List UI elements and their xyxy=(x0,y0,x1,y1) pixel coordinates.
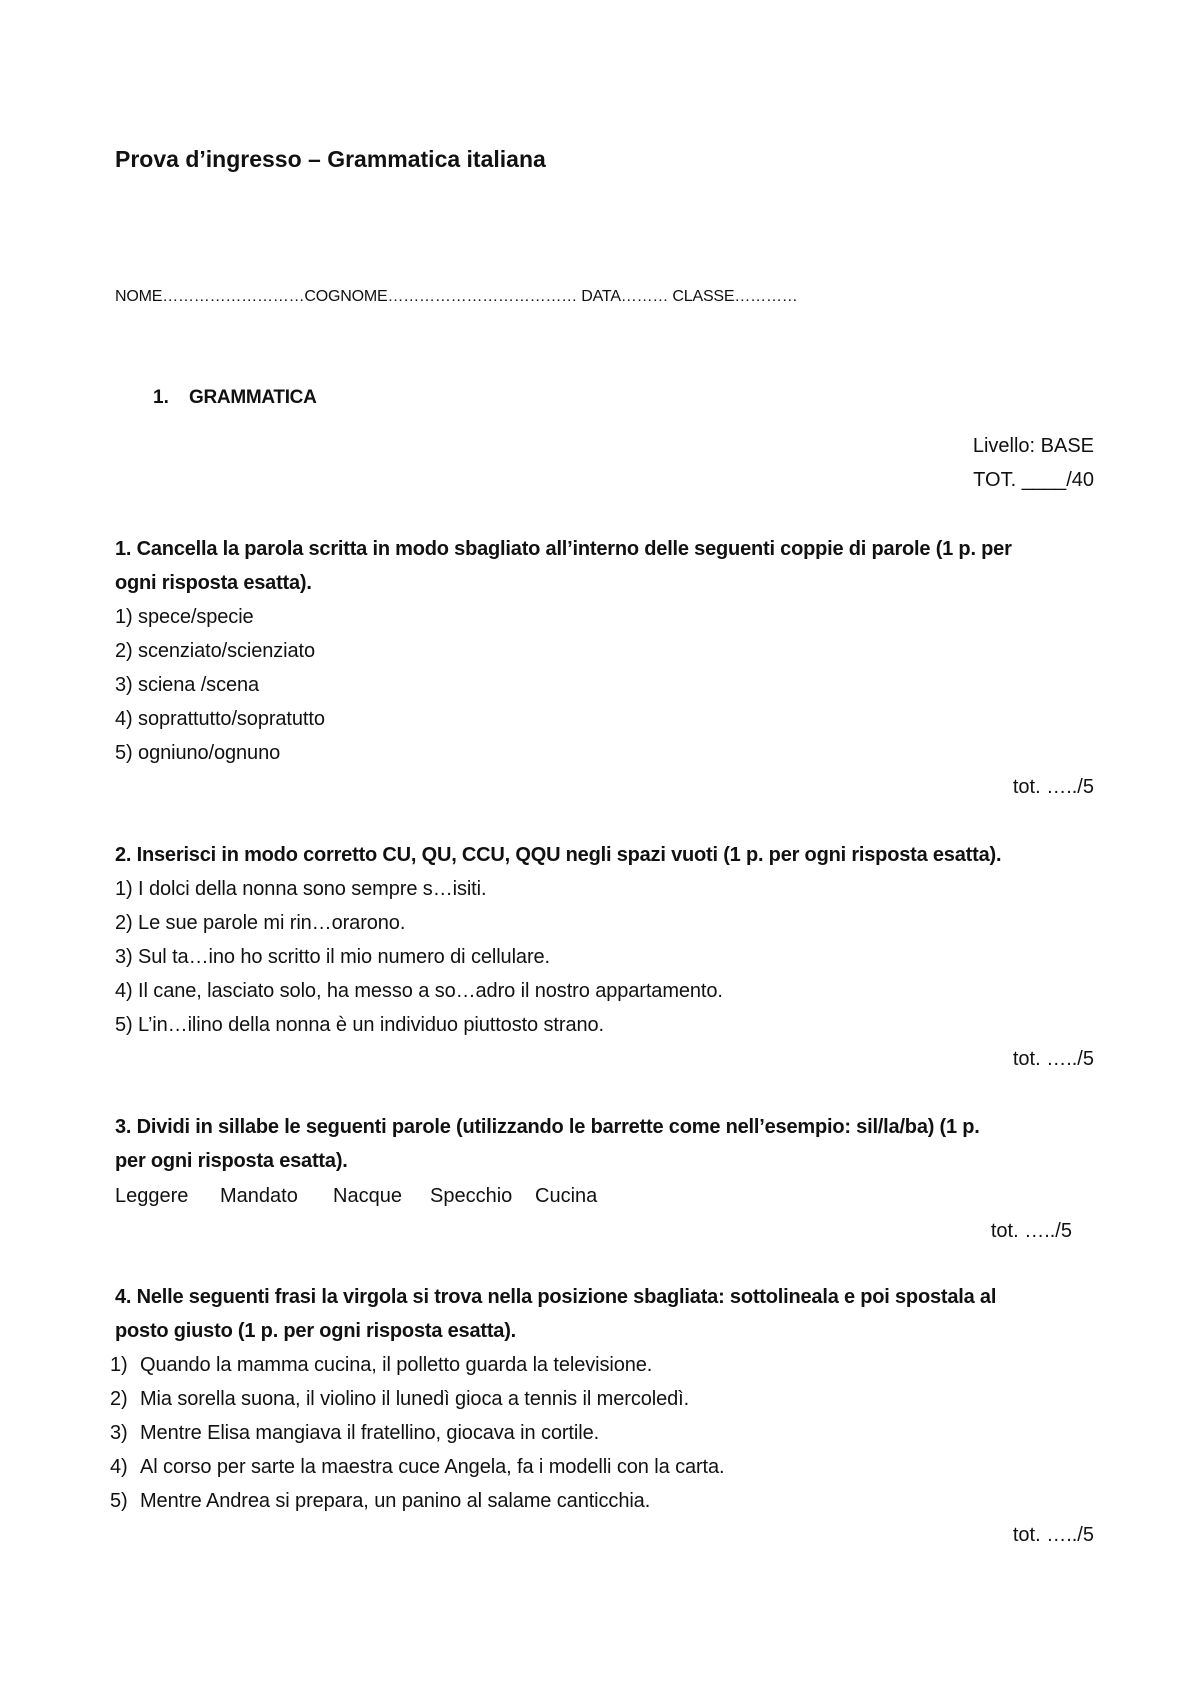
total-score: TOT. ____/40 xyxy=(973,469,1094,491)
q2-instruction: 2. Inserisci in modo corretto CU, QU, CCU, QQU negli spazi vuoti (1 p. per ogni risposta esatta). xyxy=(115,844,1002,866)
q4-instruction-line2: posto giusto (1 p. per ogni risposta esatta). xyxy=(115,1320,517,1342)
q4-item xyxy=(110,1382,689,1416)
q3-instruction-line2: per ogni risposta esatta). xyxy=(115,1150,348,1172)
level-label: Livello: BASE xyxy=(972,435,1094,457)
q4-item xyxy=(110,1450,725,1484)
q2-item: 4) Il cane, lasciato solo, ha messo a so…adro il nostro appartamento. xyxy=(115,980,723,1002)
q4-item xyxy=(110,1416,599,1450)
q2-item: 1) I dolci della nonna sono sempre s…isiti. xyxy=(115,878,487,900)
q4-item-number: 3) xyxy=(110,1422,128,1444)
q1-item: 5) ogniuno/ognuno xyxy=(115,742,281,764)
q3-word-nacque: Nacque xyxy=(333,1185,402,1207)
section-number: 1. xyxy=(153,387,169,408)
q1-item: 3) sciena /scena xyxy=(115,674,260,696)
q1-instruction-line2: ogni risposta esatta). xyxy=(115,572,312,594)
q4-item-text: Mentre Elisa mangiava il fratellino, giocava in cortile. xyxy=(140,1422,600,1444)
q4-item-text: Quando la mamma cucina, il polletto guarda la televisione. xyxy=(140,1354,653,1376)
q2-item: 2) Le sue parole mi rin…orarono. xyxy=(115,912,406,934)
q4-item-number: 4) xyxy=(110,1456,128,1478)
q4-item-text: Mentre Andrea si prepara, un panino al salame canticchia. xyxy=(140,1490,651,1512)
q3-word-mandato: Mandato xyxy=(220,1185,298,1207)
q3-word-specchio: Specchio xyxy=(430,1185,513,1207)
q3-word-leggere: Leggere xyxy=(115,1185,189,1207)
q3-instruction-line1: 3. Dividi in sillabe le seguenti parole (utilizzando le barrette come nell’esempio: sil/la/ba) (1 p. xyxy=(115,1116,980,1138)
student-fields-line: NOME………………………COGNOME……………………………… DATA……… CLASSE………… xyxy=(115,288,798,305)
q4-item-text: Mia sorella suona, il violino il lunedì gioca a tennis il mercoledì. xyxy=(140,1388,690,1410)
q4-instruction-line1: 4. Nelle seguenti frasi la virgola si trova nella posizione sbagliata: sottolineala e poi spostala al xyxy=(115,1286,997,1308)
q1-score: tot. …../5 xyxy=(1012,776,1094,798)
q4-item-number: 5) xyxy=(110,1490,128,1512)
q4-score: tot. …../5 xyxy=(1012,1524,1094,1546)
section-title: GRAMMATICA xyxy=(189,387,317,408)
q1-item: 1) spece/specie xyxy=(115,606,254,628)
q4-item-number: 2) xyxy=(110,1388,128,1410)
q2-score: tot. …../5 xyxy=(1012,1048,1094,1070)
q1-item: 2) scenziato/scienziato xyxy=(115,640,316,662)
q4-item xyxy=(110,1484,650,1518)
q1-item: 4) soprattutto/sopratutto xyxy=(115,708,325,730)
q2-item: 5) L’in…ilino della nonna è un individuo piuttosto strano. xyxy=(115,1014,604,1036)
q3-word-cucina: Cucina xyxy=(535,1185,598,1207)
q4-item xyxy=(110,1348,652,1382)
page-title: Prova d’ingresso – Grammatica italiana xyxy=(115,146,546,172)
q4-item-text: Al corso per sarte la maestra cuce Angela, fa i modelli con la carta. xyxy=(140,1456,725,1478)
q1-instruction-line1: 1. Cancella la parola scritta in modo sbagliato all’interno delle seguenti coppie di parole (1 p. per xyxy=(115,538,1012,560)
q3-score: tot. …../5 xyxy=(990,1220,1072,1242)
q4-item-number: 1) xyxy=(110,1354,128,1376)
q2-item: 3) Sul ta…ino ho scritto il mio numero di cellulare. xyxy=(115,946,550,968)
